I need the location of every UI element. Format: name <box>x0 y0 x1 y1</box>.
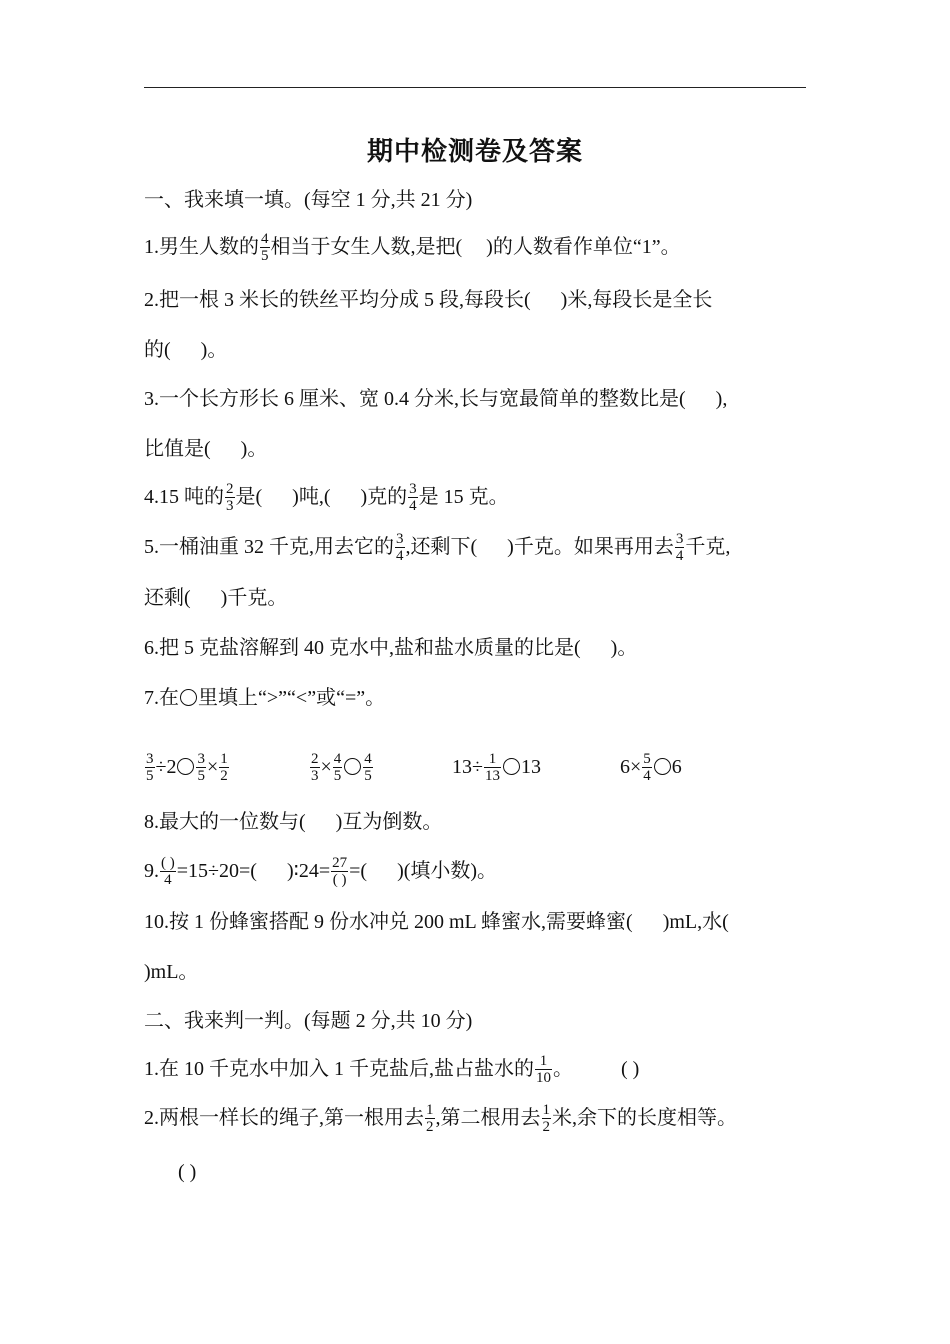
question-1-2-cont: 的( )。 <box>144 339 228 361</box>
compare-item-4: 6× $\frac{5}{4}$ 6 <box>620 751 682 784</box>
fraction: $\frac{3}{4}$ <box>409 481 417 514</box>
question-2-2: 2.两根一样长的绳子,第一根用去 $\frac{1}{2}$ ,第二根用去 $\frac{1}{2}$ 米,余下的长度相等。 <box>144 1102 737 1135</box>
fraction: $\frac{1}{2}$ <box>542 1102 550 1135</box>
section2-heading: 二、我来判一判。(每题 2 分,共 10 分) <box>144 1010 473 1032</box>
question-1-7: 7.在 里填上“>”“<”或“=”。 <box>144 687 386 709</box>
circle-icon <box>503 758 520 775</box>
question-1-4: 4.15 吨的 $\frac{2}{3}$ 是( )吨,( )克的 $\frac{3}{4}$ 是 15 克。 <box>144 481 509 514</box>
question-2-1: 1.在 10 千克水中加入 1 千克盐后,盐占盐水的 $\frac{1}{10}$ 。 ( ) <box>144 1053 640 1086</box>
circle-icon <box>344 758 361 775</box>
question-1-10: 10.按 1 份蜂蜜搭配 9 份水冲兑 200 mL 蜂蜜水,需要蜂蜜( )mL,水( <box>144 911 729 933</box>
fraction: $\frac{27}{( )}$ <box>332 855 348 888</box>
fraction: $\frac{1}{2}$ <box>426 1102 434 1135</box>
question-1-10-cont: )mL。 <box>144 961 199 983</box>
fraction: $\frac{1}{10}$ <box>536 1053 551 1086</box>
header-rule <box>144 87 806 88</box>
answer-paren: ( ) <box>621 1058 640 1081</box>
question-1-5: 5.一桶油重 32 千克,用去它的 $\frac{3}{4}$ ,还剩下( )千克。如果再用去 $\frac{3}{4}$ 千克, <box>144 531 731 564</box>
section1-heading: 一、我来填一填。(每空 1 分,共 21 分) <box>144 189 473 211</box>
compare-item-3: 13÷ $\frac{1}{13}$ 13 <box>452 751 541 784</box>
page-title: 期中检测卷及答案 <box>366 137 583 167</box>
fraction: $\frac{3}{4}$ <box>396 531 404 564</box>
question-1-3: 3.一个长方形长 6 厘米、宽 0.4 分米,长与宽最简单的整数比是( ), <box>144 388 728 410</box>
question-1-9: 9. $\frac{( )}{4}$ =15÷20=( )∶24= $\frac{27}{( )}$ =( )(填小数)。 <box>144 855 498 888</box>
circle-icon <box>654 758 671 775</box>
answer-paren: ( ) <box>178 1161 197 1183</box>
fraction: $\frac{3}{4}$ <box>675 531 684 564</box>
question-1-2: 2.把一根 3 米长的铁丝平均分成 5 段,每段长( )米,每段长是全长 <box>144 289 713 311</box>
fraction: $\frac{( )}{4}$ <box>161 855 175 888</box>
circle-icon <box>180 689 197 706</box>
question-1-1: 1.男生人数的 $\frac{4}{5}$ 相当于女生人数,是把( )的人数看作单位“1”。 <box>144 231 681 264</box>
question-1-5-cont: 还剩( )千克。 <box>144 587 288 609</box>
question-1-6: 6.把 5 克盐溶解到 40 克水中,盐和盐水质量的比是( )。 <box>144 637 638 659</box>
fraction: $\frac{4}{5}$ <box>261 231 269 264</box>
compare-item-2: $\frac{2}{3}$ × $\frac{4}{5}$ $\frac{4}{5}$ <box>311 751 372 784</box>
fraction: $\frac{2}{3}$ <box>226 481 234 514</box>
question-1-3-cont: 比值是( )。 <box>144 438 268 460</box>
compare-item-1: $\frac{3}{5}$ ÷2 $\frac{3}{5}$ × $\frac{1}{2}$ <box>146 751 228 784</box>
circle-icon <box>177 758 194 775</box>
question-1-8: 8.最大的一位数与( )互为倒数。 <box>144 811 443 833</box>
